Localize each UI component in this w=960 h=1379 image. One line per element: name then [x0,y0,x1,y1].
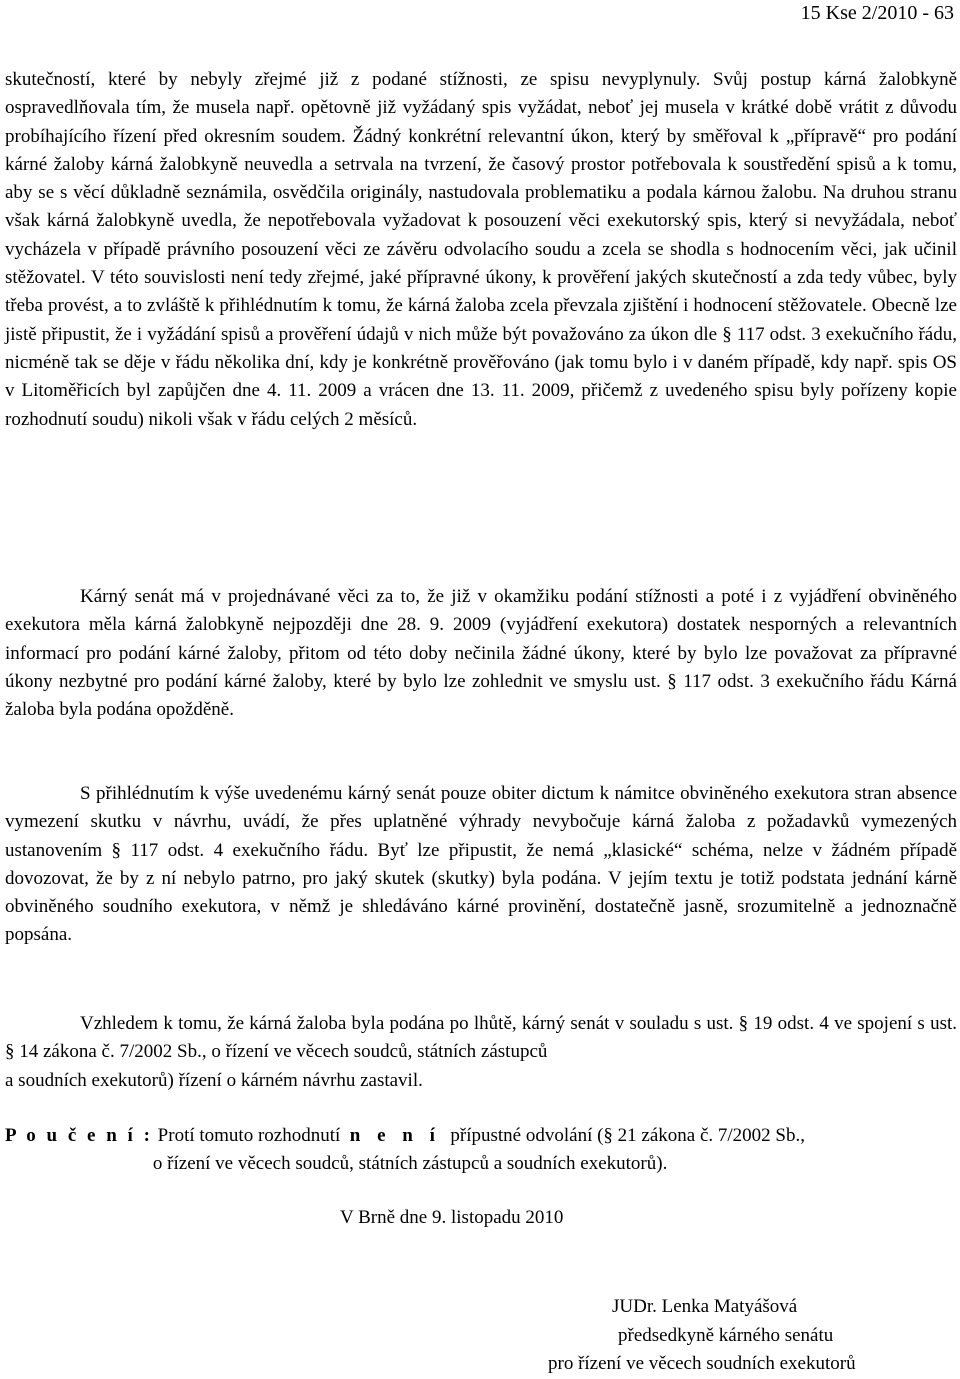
instruction-text-before: Protí tomuto rozhodnutí [157,1125,341,1146]
instruction-block [5,1122,957,1179]
instruction-neni: n e n í [349,1125,441,1146]
instruction-line2: o řízení ve věcech soudců, státních zástupců a soudních exekutorů). [152,1153,668,1175]
paragraph-obiter-dictum [5,780,957,950]
place-date: V Brně dne 9. listopadu 2010 [340,1207,564,1228]
instruction-text-after: přípustné odvolání (§ 21 zákona č. 7/2002 Sb., [450,1125,805,1146]
instruction-row [5,1122,957,1179]
paragraph-decision [5,1010,957,1095]
signatory-role: předsedkyně kárného senátu [618,1324,834,1346]
paragraph-facts [5,66,957,434]
paragraph-text: Kárný senát má v projednávané věci za to, že již v okamžiku podání stížnosti a poté i z vyjádření obviněného exekutora měla kárná žalobkyně nejpozději dne 28. 9. 2009 (vyjádření exekutora) dostatek nesporných a relevantních informací pro podání kárné žaloby, přitom od této doby nečinila žádné úkony, které by bylo lze považovat za přípravné úkony nezbytné pro podání kárné žaloby, které by bylo lze zohlednit ve smyslu ust. § 117 odst. 3 exekučního řádu Kárná žaloba byla podána opožděně. [5,586,957,721]
signatory-name: JUDr. Lenka Matyášová [612,1296,798,1317]
case-reference: 15 Kse 2/2010 - 63 [800,2,954,24]
paragraph-text: Vzhledem k tomu, že kárná žaloba byla podána po lhůtě, kárný senát v souladu s ust. § 19 odst. 4 ve spojení s ust. § 14 zákona č. 7/2002 Sb., o řízení ve věcech soudců, státních zástupců [5,1013,957,1063]
paragraph-senate-opinion [5,583,957,724]
instruction-body [153,1122,805,1179]
paragraph-text: skutečností, které by nebyly zřejmé již z podané stížnosti, ze spisu nevyplynuly. Svůj postup kárná žalobkyně ospravedlňovala tím, že musela např. opětovně již vyžádaný spis vyžádat, neboť jej musela v krátké době vrátit z důvodu probíhajícího řízení před okresním soudem. Žádný konkrétní relevantní úkon, který by směřoval k „přípravě“ pro podání kárné žaloby kárná žalobkyně neuvedla a setrvala na tvrzení, že časový prostor potřebovala k soustředění spisů a k tomu, aby se s věcí důkladně seznámila, osvědčila originály, nastudovala problematiku a podala kárnou žalobu. Na druhou stranu však kárná žalobkyně uvedla, že nepotřebovala vyžadovat k posouzení věci exekutorský spis, který si nevyžádala, neboť vycházela v případě právního posouzení věci ze závěru odvolacího soudu a zcela se shodla s hodnocením věci, jak učinil stěžovatel. V této souvislosti není tedy zřejmé, jaké přípravné úkony, k prověření jakých skutečností a zda tedy vůbec, byly třeba provést, a to zvláště k přihlédnutím k tomu, že kárná žaloba zcela převzala zjištění i hodnocení stěžovatele. Obecně lze jistě připustit, že i vyžádání spisů a prověření údajů v nich může být považováno za úkon dle § 117 odst. 3 exekučního řádu, nicméně tak se děje v řádu několika dní, kdy je konkrétně prověřováno (jak tomu bylo i v daném případě, kdy např. spis OS v Litoměřicích byl zapůjčen dne 4. 11. 2009 a vrácen dne 13. 11. 2009, přičemž z uvedeného spisu byly pořízeny kopie rozhodnutí soudu) nikoli však v řádu celých 2 měsíců. [5,69,957,430]
signature-block [0,1293,856,1379]
paragraph-text-end: a soudních exekutorů) řízení o kárném návrhu zastavil. [5,1069,423,1091]
instruction-label: P o u č e n í : [5,1125,153,1146]
signatory-body: pro řízení ve věcech soudních exekutorů [548,1353,856,1374]
paragraph-text: S přihlédnutím k výše uvedenému kárný senát pouze obiter dictum k námitce obviněného exekutora stran absence vymezení skutku v návrhu, uvádí, že přes uplatněné výhrady nevybočuje kárná žaloba z požadavků vymezených ustanovením § 117 odst. 4 exekučního řádu. Byť lze připustit, že nemá „klasické“ schéma, nelze v žádném případě dovozovat, že by z ní nebylo patrno, pro jaký skutek (skutky) byla podána. V jejím textu je totiž podstata jednání kárně obviněného soudního exekutora, v němž je shledáváno kárné provinění, dostatečně jasně, srozumitelně a jednoznačně popsána. [5,783,957,946]
